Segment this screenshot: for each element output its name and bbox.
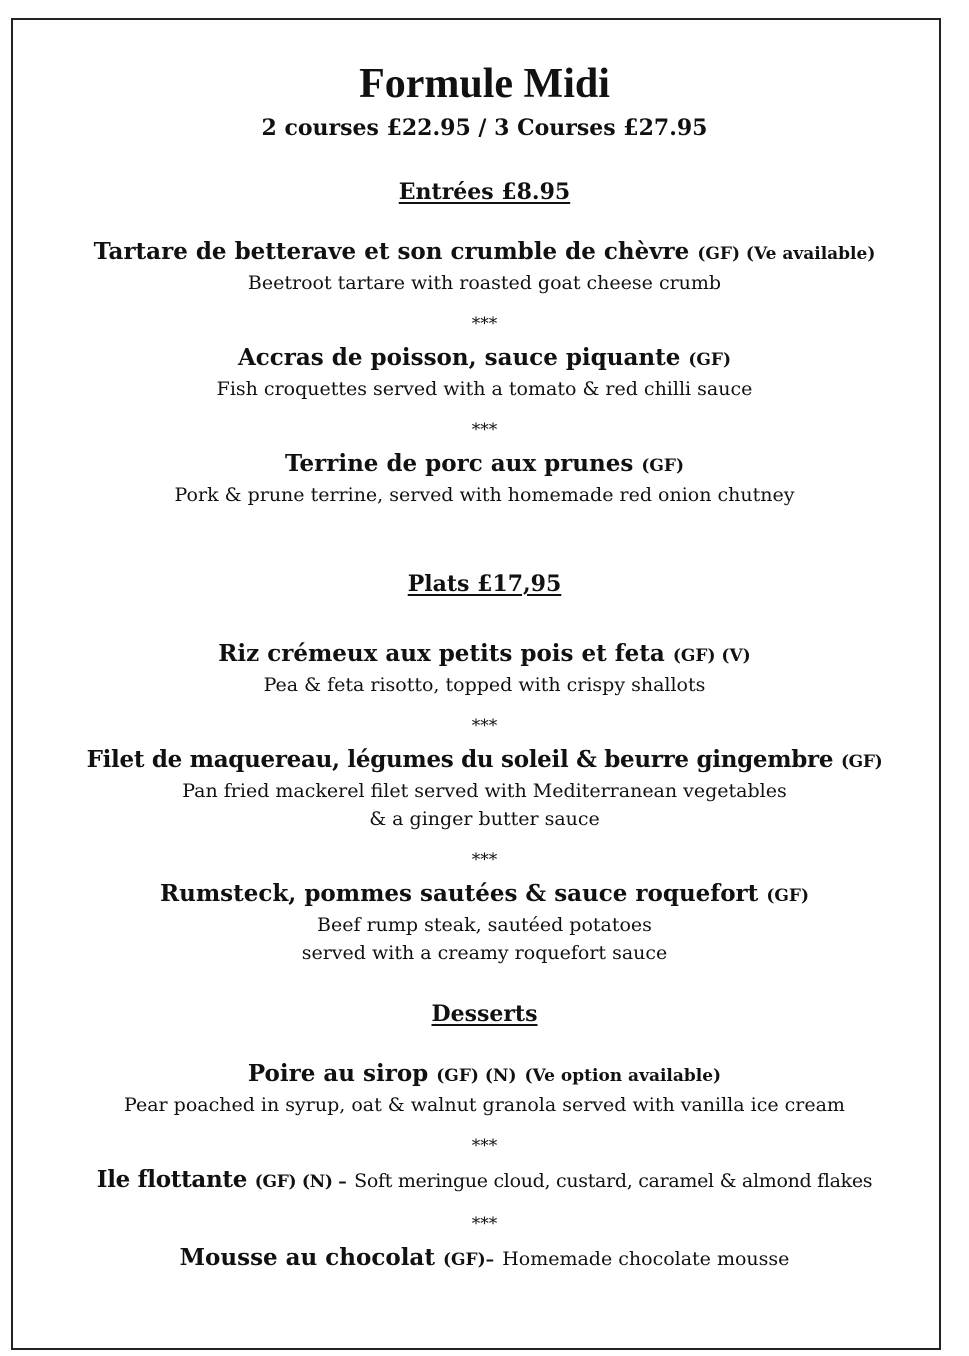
dish-description: Pear poached in syrup, oat & walnut granola served with vanilla ice cream	[124, 1094, 845, 1116]
dish-name: Riz crémeux aux petits pois et feta	[218, 640, 665, 667]
dietary-tags: (GF)–	[442, 1250, 495, 1270]
section-heading-plats: Plats £17,95	[407, 571, 562, 597]
separator: ***	[471, 314, 498, 334]
dish-title	[0, 1243, 969, 1275]
dietary-tags: (GF)	[840, 752, 883, 772]
section-heading-desserts: Desserts	[431, 1001, 538, 1027]
dish-description: Pan fried mackerel filet served with Mediterranean vegetables	[182, 780, 787, 802]
dish-name: Tartare de betterave et son crumble de chèvre	[93, 238, 690, 265]
dietary-tags: (GF) (V)	[672, 646, 751, 666]
dish-title	[0, 1165, 969, 1197]
dish-title	[0, 745, 969, 777]
dietary-option-note: (Ve option available)	[524, 1066, 722, 1086]
dish-name: Rumsteck, pommes sautées & sauce roquefort	[159, 880, 759, 907]
dish-title	[0, 879, 969, 911]
dish-name: Ile flottante	[96, 1166, 248, 1193]
dietary-tags: (GF)	[688, 350, 732, 370]
dietary-tags: (GF) (N) –	[254, 1172, 347, 1192]
dish-description: Fish croquettes served with a tomato & red chilli sauce	[216, 378, 753, 400]
dish-title	[0, 343, 969, 375]
dietary-tags: (GF) (N)	[436, 1066, 517, 1086]
dish-description: Beef rump steak, sautéed potatoes	[317, 914, 652, 936]
separator: ***	[471, 420, 498, 440]
page-subtitle: 2 courses £22.95 / 3 Courses £27.95	[261, 115, 708, 141]
dietary-tags: (GF)	[766, 886, 809, 906]
dish-description: & a ginger butter sauce	[369, 808, 600, 830]
separator: ***	[471, 716, 498, 736]
dietary-tags: (GF)	[641, 456, 684, 476]
dish-name: Terrine de porc aux prunes	[285, 450, 634, 477]
section-heading-entrees: Entrées £8.95	[398, 179, 571, 205]
dish-description: Pea & feta risotto, topped with crispy shallots	[263, 674, 706, 696]
dish-description: Soft meringue cloud, custard, caramel & almond flakes	[354, 1170, 873, 1192]
page-title: Formule Midi	[359, 61, 610, 107]
dish-description: Beetroot tartare with roasted goat cheese crumb	[247, 272, 722, 294]
dietary-tags: (GF) (Ve available)	[697, 244, 876, 264]
dish-title	[0, 639, 969, 671]
separator: ***	[471, 1214, 498, 1234]
dish-name: Poire au sirop	[247, 1060, 429, 1087]
dish-description: served with a creamy roquefort sauce	[301, 942, 668, 964]
dish-title	[0, 449, 969, 481]
dish-name: Filet de maquereau, légumes du soleil & beurre gingembre	[86, 746, 834, 773]
dish-name: Accras de poisson, sauce piquante	[237, 344, 681, 371]
separator: ***	[471, 1136, 498, 1156]
dish-name: Mousse au chocolat	[179, 1244, 435, 1271]
dish-title	[0, 1059, 969, 1091]
dish-description: Homemade chocolate mousse	[502, 1248, 790, 1270]
dish-description: Pork & prune terrine, served with homemade red onion chutney	[174, 484, 795, 506]
dish-title	[0, 237, 969, 269]
separator: ***	[471, 850, 498, 870]
